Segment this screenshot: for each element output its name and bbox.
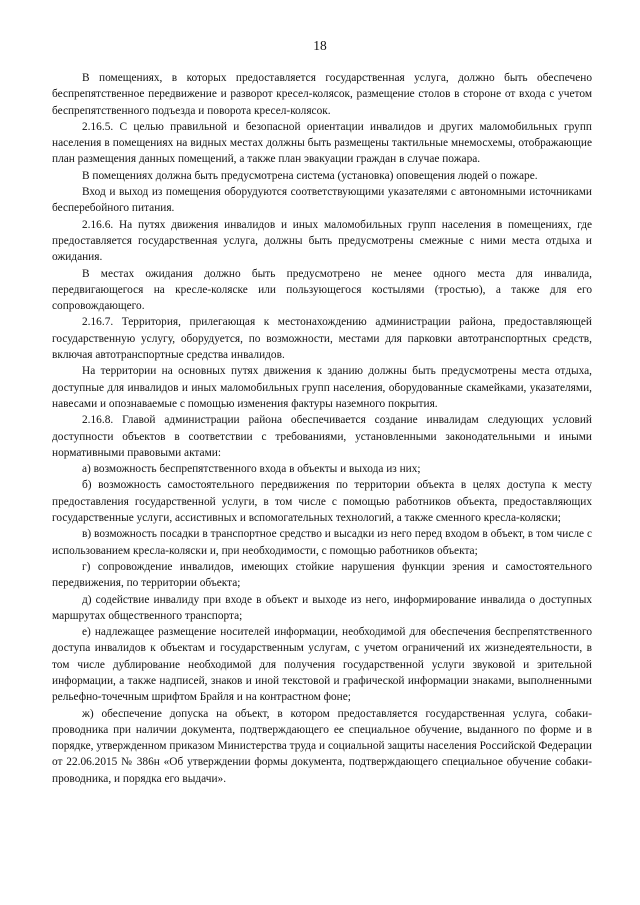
paragraph: На территории на основных путях движения к зданию должны быть предусмотрены места отдыха, доступные для инвалидов и иных маломобильных групп населения, оборудованные скамейками, указателями, навесами и опознаваемые с помощью изменения фактуры наземного покрытия. xyxy=(52,365,592,410)
list-item: г) сопровождение инвалидов, имеющих стойкие нарушения функции зрения и самостоятельного передвижения, по территории объекта; xyxy=(52,560,592,590)
paragraph: 2.16.5. С целью правильной и безопасной ориентации инвалидов и других маломобильных групп населения в помещениях на видных местах должны быть размещены тактильные мнемосхемы, отображающие план размещения данных помещений, а также план эвакуации граждан в случае пожара. xyxy=(52,120,592,166)
paragraph: 2.16.7. Территория, прилегающая к местонахождению администрации района, предоставляющей государственную услугу, оборудуется, по возможности, местами для парковки автотранспортных средств, включая автотранспортные средства инвалидов. xyxy=(52,316,592,362)
paragraph: Вход и выход из помещения оборудуются соответствующими указателями с автономными источниками бесперебойного питания. xyxy=(52,186,592,215)
list-item: е) надлежащее размещение носителей информации, необходимой для обеспечения беспрепятственного доступа инвалидов к объектам и государственным услугам, с учетом ограничений их жизнедеятельности, в том числе дублирование необходимой для получения государственной услуги звуковой и зрительной информации, а также надписей, знаков и иной текстовой и графической информации знаками, выполненными рельефно-точечным шрифтом Брайля и на контрастном фоне; xyxy=(52,626,592,704)
paragraph: В помещениях должна быть предусмотрена система (установка) оповещения людей о пожаре. xyxy=(82,169,538,182)
list-item: в) возможность посадки в транспортное средство и высадки из него перед входом в объект, в том числе с использованием кресла-коляски и, при необходимости, с помощью работников объекта; xyxy=(52,528,592,557)
document-body xyxy=(52,70,592,787)
list-item: а) возможность беспрепятственного входа в объекты и выхода из них; xyxy=(82,463,421,476)
paragraph: В помещениях, в которых предоставляется государственная услуга, должно быть обеспечено беспрепятственное передвижение и разворот кресел-колясок, размещение столов в стороне от входа с учетом беспрепятственного подъезда и поворота кресел-колясок. xyxy=(52,72,592,117)
paragraph: В местах ожидания должно быть предусмотрено не менее одного места для инвалида, передвигающегося на кресле-коляске или пользующегося костылями (тростью), а также для его сопровождающего. xyxy=(52,267,592,313)
list-item: б) возможность самостоятельного передвижения по территории объекта в целях доступа к месту предоставления государственной услуги, в том числе с помощью работников объекта, предоставляющих государственные услуги, ассистивных и вспомогательных технологий, а также сменного кресла-коляски; xyxy=(52,479,592,525)
paragraph: 2.16.8. Главой администрации района обеспечивается создание инвалидам следующих условий доступности объектов в соответствии с требованиями, установленными законодательными и иными нормативными правовыми актами: xyxy=(52,414,592,459)
list-item: ж) обеспечение допуска на объект, в котором предоставляется государственная услуга, собаки-проводника при наличии документа, подтверждающего ее специальное обучение, выданного по форме и в порядке, утвержденном приказом Министерства труда и социальной защиты населения Российской Федерации от 22.06.2015 № 386н «Об утверждении формы документа, подтверждающего специальное обучение собаки-проводника, и порядка его выдачи». xyxy=(52,707,592,785)
page-number: 18 xyxy=(313,38,327,53)
paragraph: 2.16.6. На путях движения инвалидов и иных маломобильных групп населения в помещениях, где предоставляется государственная услуга, должны быть предусмотрены смежные с ними места отдыха и ожидания. xyxy=(52,218,592,264)
list-item: д) содействие инвалиду при входе в объект и выходе из него, информирование инвалида о доступных маршрутах общественного транспорта; xyxy=(52,593,592,622)
